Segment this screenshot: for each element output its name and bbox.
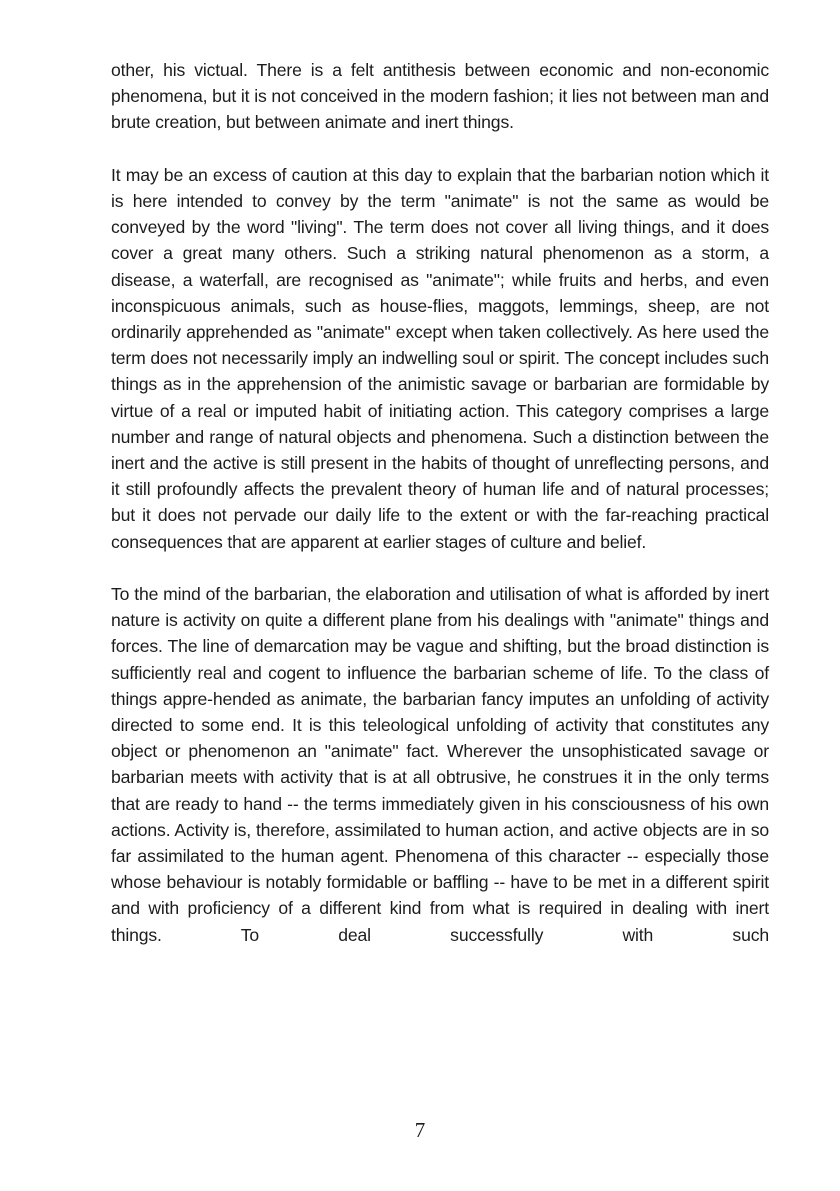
paragraph-3: To the mind of the barbarian, the elaboration and utilisation of what is afforded by inert nature is activity on quite a different plane from his dealings with "animate" things and forces. The line of demarcation may be vague and shifting, but the broad distinction is sufficiently real and cogent to influence the barbarian scheme of life. To the class of things appre-hended as animate, the barbarian fancy imputes an unfolding of activity directed to some end. It is this teleological unfolding of activity that constitutes any object or phenomenon an "animate" fact. Wherever the unsophisticated savage or barbarian meets with activity that is at all obtrusive, he construes it in the only terms that are ready to hand -- the terms immediately given in his consciousness of his own actions. Activity is, therefore, assimilated to human action, and active objects are in so far assimilated to the human agent. Phenomena of this character -- especially those whose behaviour is notably formidable or baffling -- have to be met in a different spirit and with proficiency of a different kind from what is required in dealing with inert things. To deal successfully with such	[111, 584, 769, 945]
paragraph-1: other, his victual. There is a felt antithesis between economic and non-economic phenomena, but it is not conceived in the modern fashion; it lies not between man and brute creation, but between animate and inert things.	[111, 60, 769, 133]
paragraph-2: It may be an excess of caution at this day to explain that the barbarian notion which it is here intended to convey by the term "animate" is not the same as would be conveyed by the word "living". The term does not cover all living things, and it does cover a great many others. Such a striking natural phenomenon as a storm, a disease, a waterfall, are recognised as "animate"; while fruits and herbs, and even inconspicuous animals, such as house-flies, maggots, lemmings, sheep, are not ordinarily apprehended as "animate" except when taken collectively. As here used the term does not necessarily imply an indwelling soul or spirit. The concept includes such things as in the apprehension of the animistic savage or barbarian are formidable by virtue of a real or imputed habit of initiating action. This category comprises a large number and range of natural objects and phenomena. Such a distinction between the inert and the active is still present in the habits of thought of unreflecting persons, and it still profoundly affects the prevalent theory of human life and of natural processes; but it does not pervade our daily life to the extent or with the far-reaching practical consequences that are apparent at earlier stages of culture and belief.	[111, 164, 769, 552]
page-number: 7	[414, 1118, 426, 1142]
page-body	[111, 57, 769, 948]
